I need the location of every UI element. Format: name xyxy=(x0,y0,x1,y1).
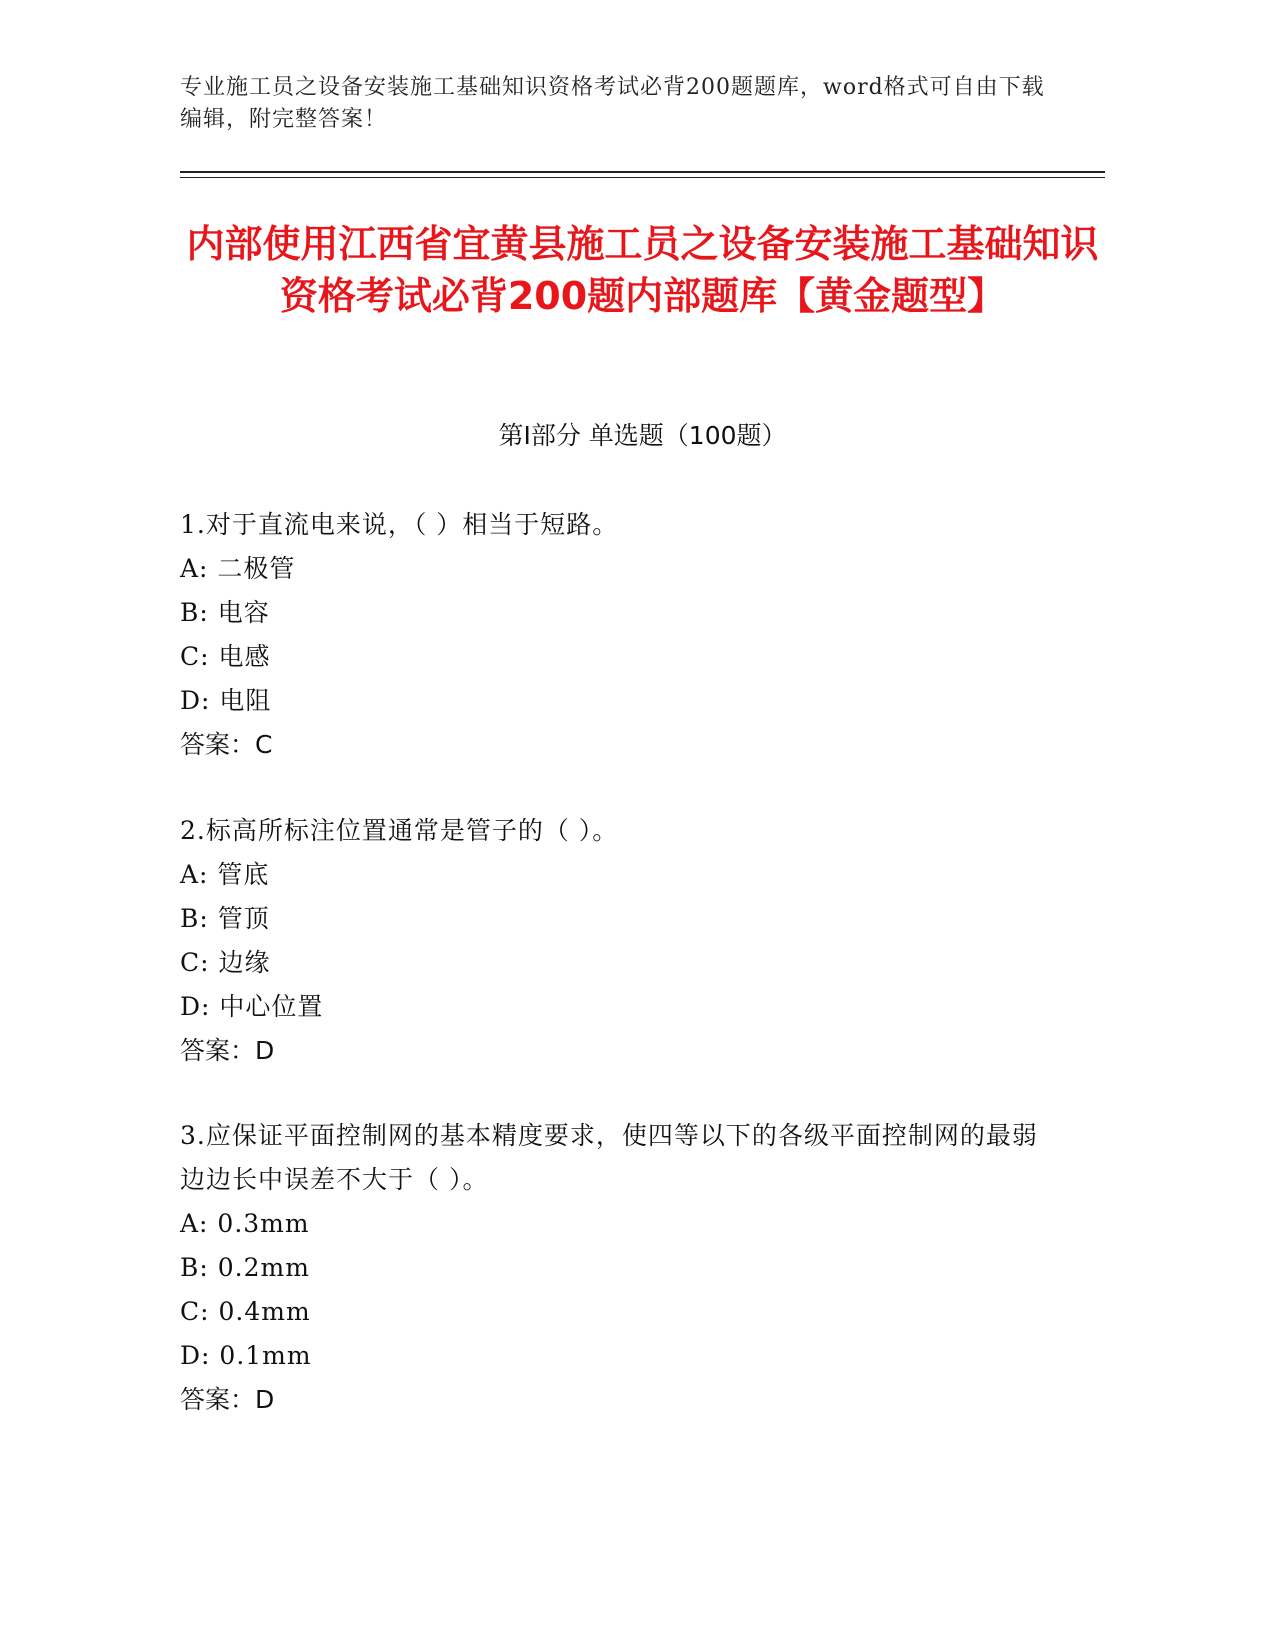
question-item xyxy=(180,809,1060,1073)
option-b: B: 0.2mm xyxy=(180,1253,310,1282)
option-a: A: 0.3mm xyxy=(180,1209,310,1238)
option-c: C: 边缘 xyxy=(180,948,271,977)
answer-line: 答案：D xyxy=(180,1036,275,1065)
option-d: D: 0.1mm xyxy=(180,1341,312,1370)
option-d: D: 中心位置 xyxy=(180,992,324,1021)
question-stem: 1.对于直流电来说，（ ）相当于短路。 xyxy=(180,510,619,539)
option-b: B: 电容 xyxy=(180,598,270,627)
question-item xyxy=(180,503,1060,767)
header-divider-thick xyxy=(180,171,1105,173)
option-c: C: 0.4mm xyxy=(180,1297,311,1326)
question-stem: 2.标高所标注位置通常是管子的（ ）。 xyxy=(180,816,619,845)
answer-line: 答案：C xyxy=(180,730,273,759)
header-note: 专业施工员之设备安装施工基础知识资格考试必背200题题库，word格式可自由下载编辑，附完整答案！ xyxy=(180,75,1045,132)
option-b: B: 管顶 xyxy=(180,904,270,933)
header-divider-thin xyxy=(180,177,1105,178)
question-item xyxy=(180,1114,1060,1422)
document-title: 内部使用江西省宜黄县施工员之设备安装施工基础知识资格考试必背200题内部题库【黄金题型】 xyxy=(186,222,1099,318)
question-stem: 3.应保证平面控制网的基本精度要求，使四等以下的各级平面控制网的最弱边边长中误差不大于（ ）。 xyxy=(180,1121,1038,1194)
option-a: A: 管底 xyxy=(180,860,270,889)
answer-line: 答案：D xyxy=(180,1385,275,1414)
option-c: C: 电感 xyxy=(180,642,271,671)
option-d: D: 电阻 xyxy=(180,686,272,715)
option-a: A: 二极管 xyxy=(180,554,296,583)
section-title: 第I部分 单选题（100题） xyxy=(498,421,787,450)
